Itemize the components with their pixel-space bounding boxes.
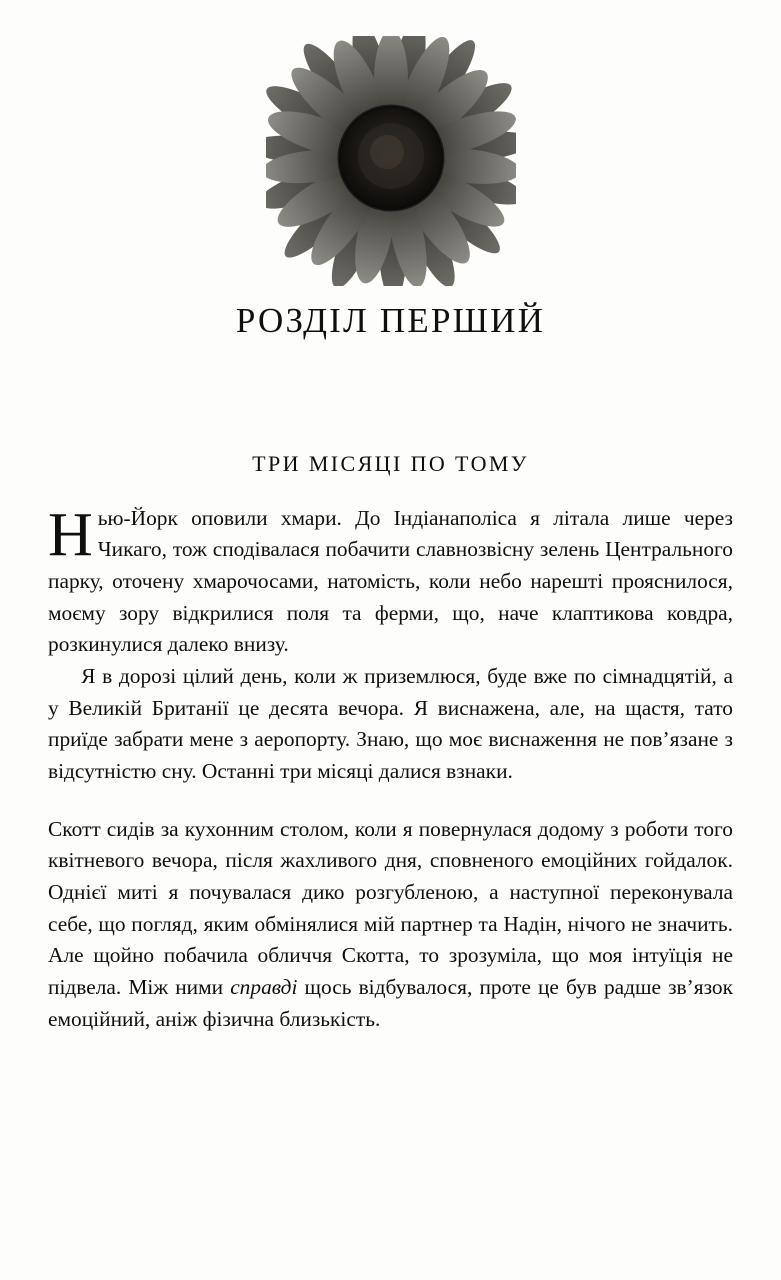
paragraph-3-part1: Скотт сидів за кухонним столом, коли я повернулася додому з роботи того квітневого вечора, після жахливого дня, сповненого емоційних гойдалок. Однієї миті я почувалася дико розгубленою, а наступної переконувала себе, що погляд, яким обмінялися мій партнер та Надін, нічого не значить. Але щойно побачила обличчя Скотта, то зрозуміла, що моя інтуїція не підвела. Між ними xyxy=(48,816,733,999)
paragraph-2: Я в дорозі цілий день, коли ж приземлюся, буде вже по сімнадцятій, а у Великій Британії це десята вечора. Я виснажена, але, на щастя, тато приїде забрати мене з аеропорту. Знаю, що моє виснаження не пов’язане з відсутністю сну. Останні три місяці далися взнаки. xyxy=(48,663,733,783)
body-text xyxy=(48,500,734,1036)
paragraph-1 xyxy=(48,500,733,661)
paragraph-3-part2: щось відбувалося, проте це був радше зв’язок емоційний, аніж фізична близькість. xyxy=(48,974,734,1031)
paragraph-1-text: ью-Йорк оповили хмари. До Індіанаполіса я літала лише через Чикаго, тож сподівалася побачити славнозвісну зелень Центрального парку, оточену хмарочосами, натомість, коли небо нарешті прояснилося, моєму зору відкрилися поля та ферми, що, наче клаптикова ковдра, розкинулися далеко внизу. xyxy=(48,505,733,657)
chapter-subtitle: ТРИ МІСЯЦІ ПО ТОМУ xyxy=(252,450,529,476)
sunflower-icon xyxy=(266,36,516,286)
drop-cap: Н xyxy=(48,500,93,569)
paragraph-3 xyxy=(48,814,733,1036)
paragraph-3-emphasis: справді xyxy=(230,974,298,999)
sunflower-illustration xyxy=(0,0,781,286)
chapter-title: РОЗДІЛ ПЕРШИЙ xyxy=(235,301,546,340)
